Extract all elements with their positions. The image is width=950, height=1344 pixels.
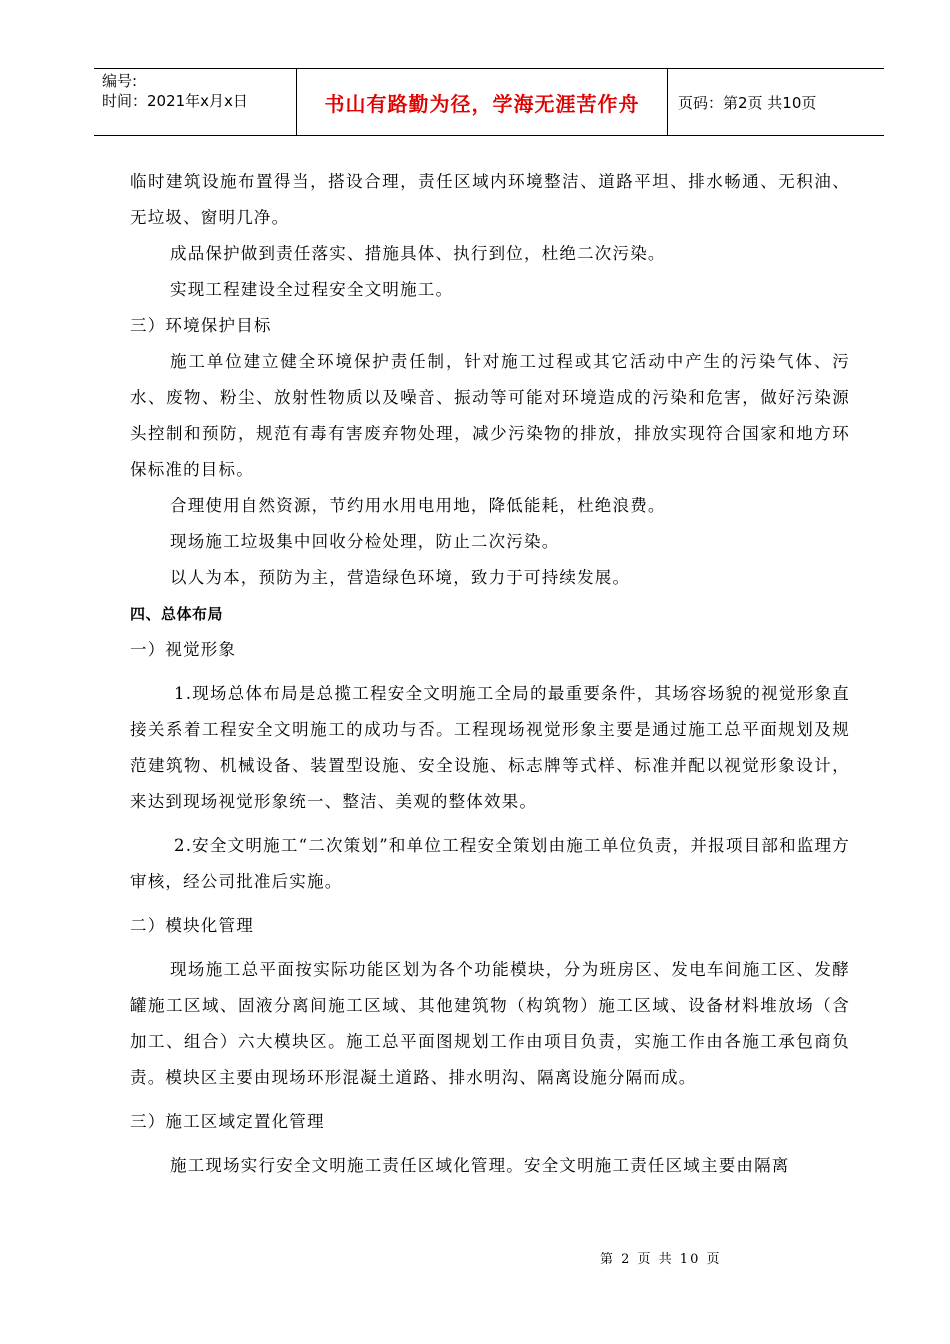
paragraph: 2.安全文明施工“二次策划”和单位工程安全策划由施工单位负责，并报项目部和监理方审核，经公司批准后实施。: [130, 836, 850, 891]
document-body: [130, 164, 850, 1184]
document-time-label: 时间：2021年x月x日: [102, 92, 248, 110]
paragraph: 现场施工总平面按实际功能区划为各个功能模块，分为班房区、发电车间施工区、发酵罐施工区域、固液分离间施工区域、其他建筑物（构筑物）施工区域、设备材料堆放场（含加工、组合）六大模块区。施工总平面图规划工作由项目负责，实施工作由各施工承包商负责。模块区主要由现场环形混凝土道路、排水明沟、隔离设施分隔而成。: [130, 960, 850, 1087]
paragraph: 成品保护做到责任落实、措施具体、执行到位，杜绝二次污染。: [170, 244, 666, 263]
header-page-cell: [668, 69, 884, 135]
header-motto: 书山有路勤为径，学海无涯苦作舟: [324, 91, 640, 116]
paragraph: 施工单位建立健全环境保护责任制，针对施工过程或其它活动中产生的污染气体、污水、废物、粉尘、放射性物质以及噪音、振动等可能对环境造成的污染和危害，做好污染源头控制和预防，规范有毒有害废弃物处理，减少污染物的排放，排放实现符合国家和地方环保标准的目标。: [130, 352, 850, 479]
section-heading: 三）施工区域定置化管理: [130, 1112, 325, 1131]
paragraph: 以人为本，预防为主，营造绿色环境，致力于可持续发展。: [170, 568, 631, 587]
chapter-heading: 四、总体布局: [130, 605, 224, 623]
header-meta: [94, 69, 296, 135]
document-header: [94, 68, 884, 136]
section-heading: 二）模块化管理: [130, 916, 254, 935]
section-heading: 一）视觉形象: [130, 640, 237, 659]
paragraph: 实现工程建设全过程安全文明施工。: [170, 280, 454, 299]
paragraph: 临时建筑设施布置得当，搭设合理，责任区域内环境整洁、道路平坦、排水畅通、无积油、无垃圾、窗明几净。: [130, 172, 850, 227]
paragraph: 合理使用自然资源，节约用水用电用地，降低能耗，杜绝浪费。: [170, 496, 666, 515]
header-motto-cell: [296, 69, 668, 135]
paragraph: 1.现场总体布局是总揽工程安全文明施工全局的最重要条件，其场容场貌的视觉形象直接关系着工程安全文明施工的成功与否。工程现场视觉形象主要是通过施工总平面规划及规范建筑物、机械设备、装置型设施、安全设施、标志牌等式样、标准并配以视觉形象设计，来达到现场视觉形象统一、整洁、美观的整体效果。: [130, 684, 850, 811]
footer-page-number: 第 2 页 共 10 页: [600, 1252, 722, 1267]
document-number-label: 编号:: [102, 72, 138, 90]
page-footer: [0, 1248, 950, 1267]
paragraph: 施工现场实行安全文明施工责任区域化管理。安全文明施工责任区域主要由隔离: [170, 1156, 790, 1175]
paragraph: 现场施工垃圾集中回收分检处理，防止二次污染。: [170, 532, 560, 551]
header-page-label: 页码：第2页 共10页: [678, 93, 817, 112]
section-heading: 三）环境保护目标: [130, 316, 272, 335]
